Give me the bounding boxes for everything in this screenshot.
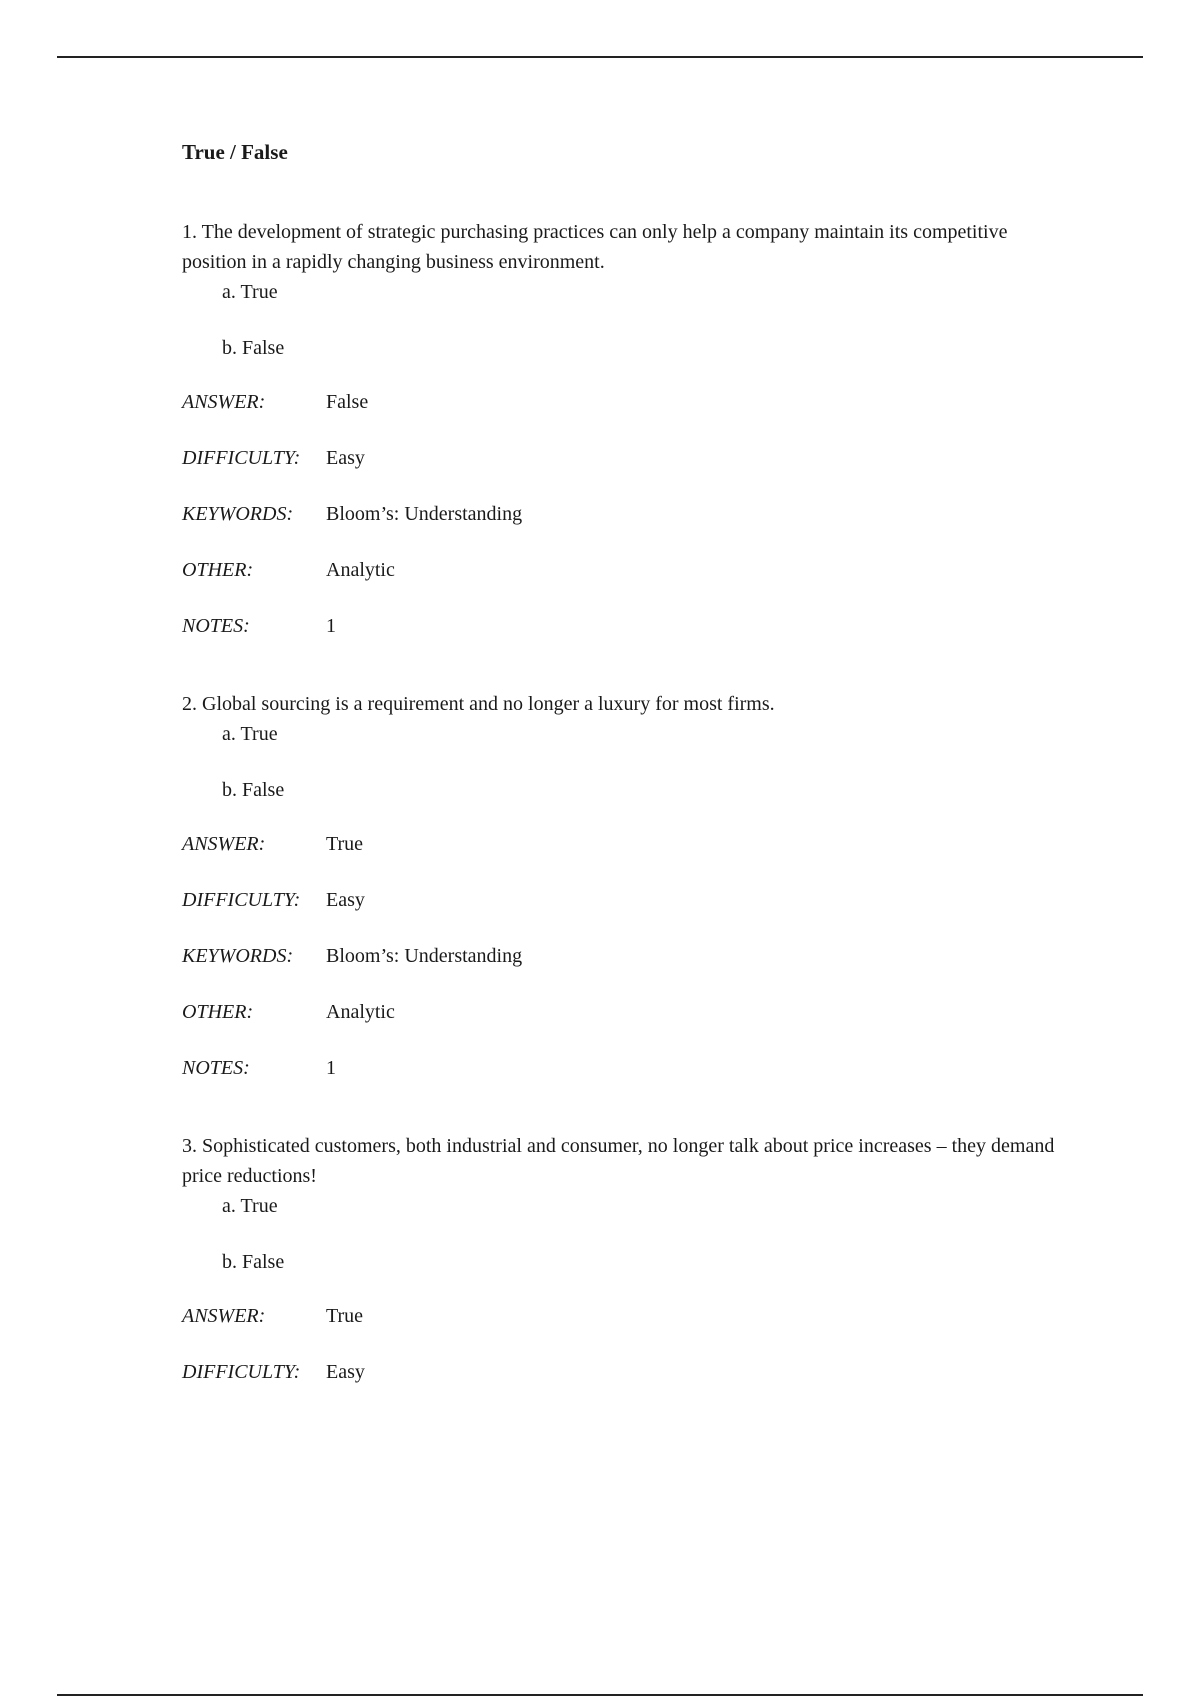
header-rule — [57, 56, 1143, 58]
question-text: 2. Global sourcing is a requirement and no longer a luxury for most firms. — [182, 693, 775, 715]
question-2 — [182, 689, 1062, 1083]
choice-true: a. True — [222, 723, 278, 745]
meta-label: KEYWORDS: — [182, 503, 294, 525]
meta-value: Easy — [326, 1361, 365, 1383]
meta-label: KEYWORDS: — [182, 945, 294, 967]
meta-value: Bloom’s: Understanding — [326, 945, 523, 967]
question-meta — [182, 1301, 1062, 1387]
choice-false: b. False — [222, 779, 285, 801]
choice-list — [222, 1191, 1062, 1277]
choice-false: b. False — [222, 1251, 285, 1273]
choice-list — [222, 277, 1062, 363]
meta-value: Easy — [326, 889, 365, 911]
meta-notes — [182, 1053, 1062, 1083]
meta-value: True — [326, 833, 364, 855]
question-meta — [182, 387, 1062, 641]
meta-label: ANSWER: — [182, 391, 266, 413]
meta-value: 1 — [326, 615, 336, 637]
meta-label: DIFFICULTY: — [182, 889, 301, 911]
meta-keywords — [182, 499, 1062, 529]
meta-value: Analytic — [326, 559, 395, 581]
meta-difficulty — [182, 885, 1062, 915]
footer-rule — [57, 1694, 1143, 1696]
choice-false: b. False — [222, 337, 285, 359]
meta-difficulty — [182, 1357, 1062, 1387]
document-body — [182, 140, 1062, 1435]
question-1 — [182, 217, 1062, 641]
section-heading: True / False — [182, 140, 288, 164]
question-text: 3. Sophisticated customers, both industrial and consumer, no longer talk about price increases – they demand price reductions! — [182, 1135, 1055, 1187]
meta-notes — [182, 611, 1062, 641]
meta-label: OTHER: — [182, 1001, 254, 1023]
meta-value: Analytic — [326, 1001, 395, 1023]
question-meta — [182, 829, 1062, 1083]
choice-true: a. True — [222, 281, 278, 303]
choice-list — [222, 719, 1062, 805]
meta-answer — [182, 1301, 1062, 1331]
meta-other — [182, 997, 1062, 1027]
meta-other — [182, 555, 1062, 585]
meta-value: False — [326, 391, 369, 413]
meta-keywords — [182, 941, 1062, 971]
meta-difficulty — [182, 443, 1062, 473]
meta-value: Bloom’s: Understanding — [326, 503, 523, 525]
meta-value: True — [326, 1305, 364, 1327]
choice-true: a. True — [222, 1195, 278, 1217]
question-3 — [182, 1131, 1062, 1387]
meta-label: DIFFICULTY: — [182, 447, 301, 469]
meta-answer — [182, 829, 1062, 859]
meta-value: 1 — [326, 1057, 336, 1079]
meta-label: ANSWER: — [182, 1305, 266, 1327]
meta-label: NOTES: — [182, 615, 250, 637]
meta-answer — [182, 387, 1062, 417]
meta-label: DIFFICULTY: — [182, 1361, 301, 1383]
meta-label: NOTES: — [182, 1057, 250, 1079]
meta-label: ANSWER: — [182, 833, 266, 855]
meta-value: Easy — [326, 447, 365, 469]
meta-label: OTHER: — [182, 559, 254, 581]
question-text: 1. The development of strategic purchasing practices can only help a company maintain its competitive position in a rapidly changing business environment. — [182, 221, 1008, 273]
